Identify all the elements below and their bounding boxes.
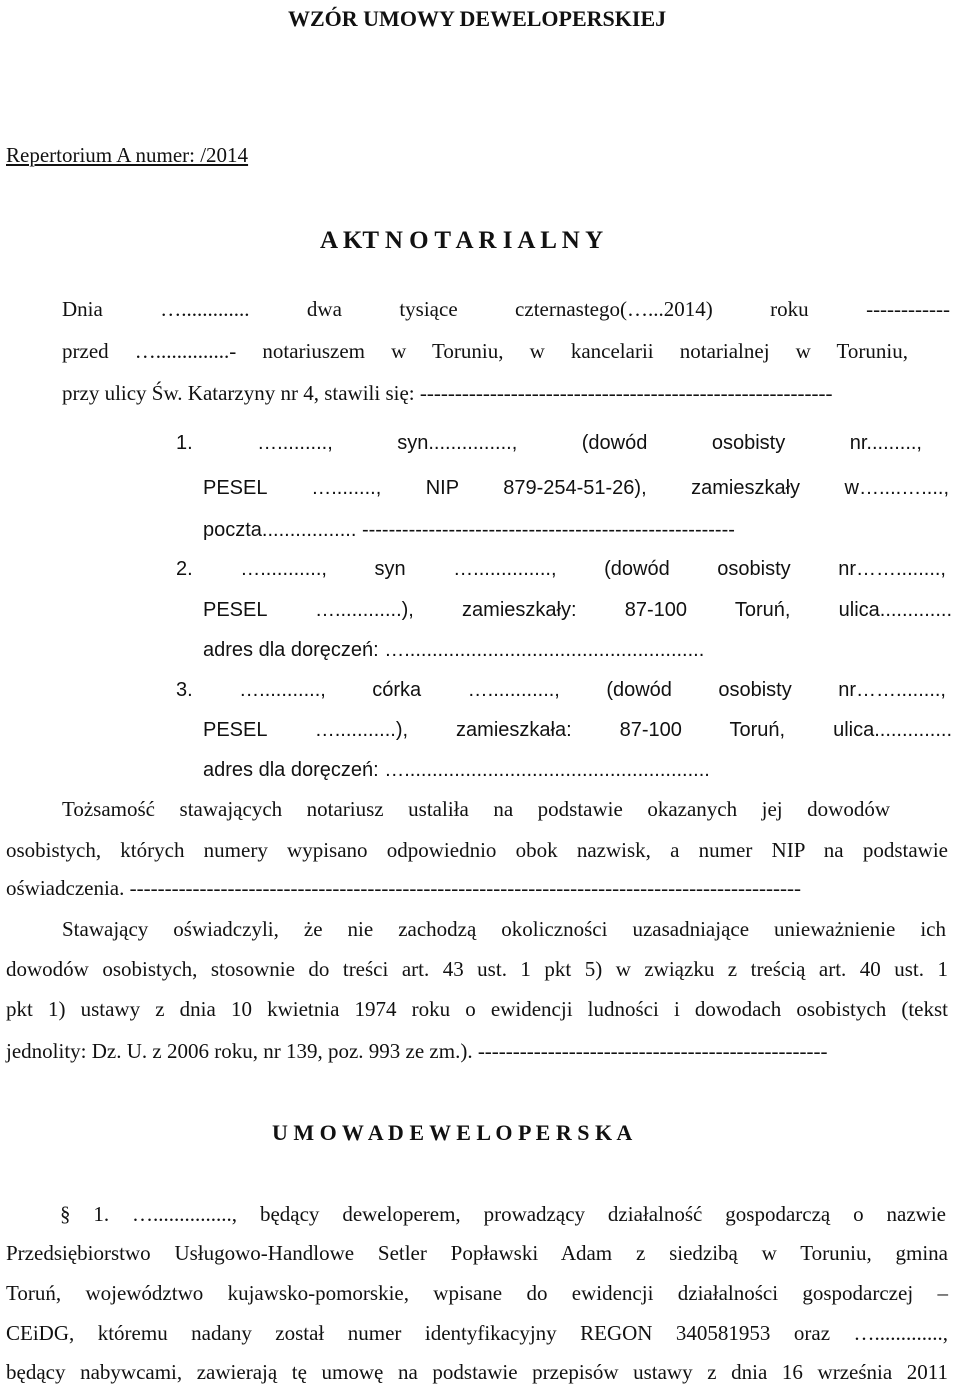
document-title: WZÓR UMOWY DEWELOPERSKIEJ — [288, 6, 667, 31]
party-1-line: 1. …........., syn..............., (dowód osobisty nr........., — [176, 432, 922, 454]
party-3-line: 3. …..........., córka …............, (dowód osobisty nr……........, — [176, 679, 946, 701]
intro-line: Dnia …............. dwa tysiące czternastego(…...2014) roku ------------ — [62, 297, 950, 321]
identity-line: Tożsamość stawających notariusz ustaliła na podstawie okazanych jej dowodów — [62, 797, 890, 821]
paragraph-1-line: CEiDG, któremu nadany został numer identyfikacyjny REGON 340581953 oraz …............., — [6, 1321, 948, 1345]
party-1-line: PESEL …........, NIP 879-254-51-26), zamieszkały w…....…...., — [203, 477, 949, 499]
party-2-line: 2. …..........., syn ….............., (dowód osobisty nr……........, — [176, 558, 946, 580]
repertorium-line: Repertorium A numer: /2014 — [6, 143, 249, 167]
party-1-line: poczta................. -------------------------------------------------------- — [203, 519, 735, 541]
identity-line: osobistych, których numery wypisano odpowiednio obok nazwisk, a numer NIP na podstawie — [6, 838, 948, 862]
paragraph-1-line: Toruń, województwo kujawsko-pomorskie, wpisane do ewidencji działalności gospodarczej – — [6, 1281, 948, 1305]
declaration-line: dowodów osobistych, stosownie do treści art. 43 ust. 1 pkt 5) w związku z treścią art. 40 ust. 1 — [6, 957, 948, 981]
intro-line: przed …..............- notariuszem w Toruniu, w kancelarii notarialnej w Toruniu, — [62, 339, 908, 363]
party-2-line: adres dla doręczeń: …...................................................... — [203, 639, 705, 661]
party-2-line: PESEL …............), zamieszkały: 87-100 Toruń, ulica............. — [203, 599, 952, 621]
paragraph-1-line: § 1. …..............., będący deweloperem, prowadzący działalność gospodarczą o nazwie — [60, 1202, 946, 1226]
declaration-line: jednolity: Dz. U. z 2006 roku, nr 139, poz. 993 ze zm.). -------------------------------------------------- — [6, 1039, 828, 1063]
party-3-line: PESEL …...........), zamieszkała: 87-100 Toruń, ulica.............. — [203, 719, 952, 741]
umowa-heading: U M O W A D E W E L O P E R S K A — [272, 1120, 633, 1145]
declaration-line: pkt 1) ustawy z dnia 10 kwietnia 1974 roku o ewidencji ludności i dowodach osobistych (tekst — [6, 997, 948, 1021]
declaration-line: Stawający oświadczyli, że nie zachodzą okoliczności uzasadniające unieważnienie ich — [62, 917, 946, 941]
paragraph-1-line: Przedsiębiorstwo Usługowo-Handlowe Setler Popławski Adam z siedzibą w Toruniu, gmina — [6, 1241, 948, 1265]
paragraph-1-line: będący nabywcami, zawierają tę umowę na podstawie przepisów ustawy z dnia 16 września 2011 — [6, 1360, 948, 1384]
intro-line: przy ulicy Św. Katarzyny nr 4, stawili się: ----------------------------------------------------------- — [62, 381, 833, 405]
identity-line: oświadczenia. ------------------------------------------------------------------------------------------------ — [6, 876, 801, 900]
party-3-line: adres dla doręczeń: …....................................................... — [203, 759, 710, 781]
akt-notarialny-heading: A KT N O T A R I A L N Y — [320, 227, 604, 254]
